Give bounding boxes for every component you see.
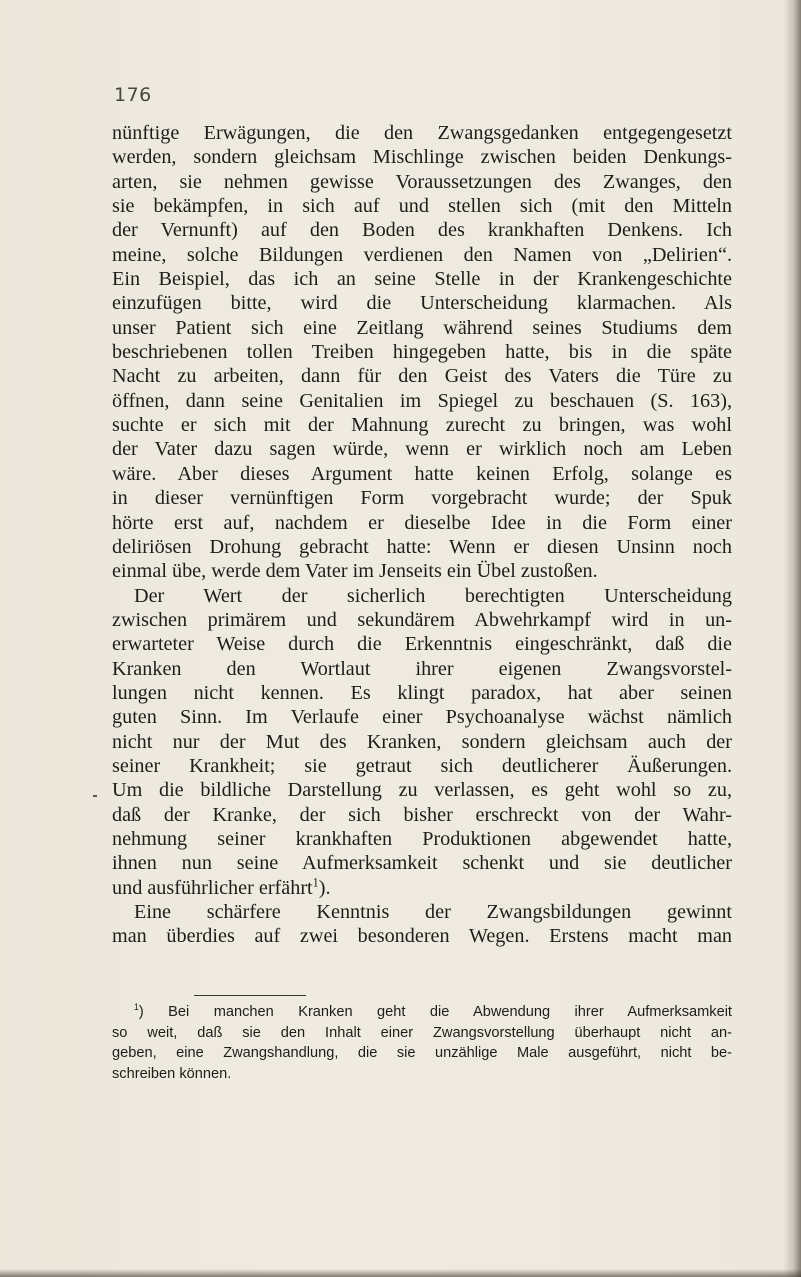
text-line: wäre. Aber dieses Argument hatte keinen Erfolg, solange es bbox=[112, 462, 732, 485]
margin-mark bbox=[93, 795, 97, 797]
page-bottom-shadow bbox=[0, 1269, 801, 1277]
text-line: beschriebenen tollen Treiben hingegeben hatte, bis in die späte bbox=[112, 341, 732, 364]
text-line: einzufügen bitte, wird die Unterscheidung klarmachen. Als bbox=[112, 292, 732, 315]
text-line-content: und ausführlicher erfährt bbox=[112, 876, 313, 899]
text-line: Der Wert der sicherlich berechtigten Unterscheidung bbox=[134, 584, 732, 607]
text-line: öffnen, dann seine Genitalien im Spiegel zu beschauen (S. 163), bbox=[112, 389, 732, 412]
text-line: sie bekämpfen, in sich auf und stellen sich (mit den Mitteln bbox=[112, 195, 732, 218]
footnote-reference: 1 bbox=[312, 874, 319, 889]
text-line: erwarteter Weise durch die Erkenntnis eingeschränkt, daß die bbox=[112, 633, 732, 656]
text-line: nünftige Erwägungen, die den Zwangsgedanken entgegengesetzt bbox=[112, 122, 732, 144]
text-line: suchte er sich mit der Mahnung zurecht zu bringen, was wohl bbox=[112, 414, 732, 437]
text-line: der Vater dazu sagen würde, wenn er wirklich noch am Leben bbox=[112, 438, 732, 461]
text-line: Eine schärfere Kenntnis der Zwangsbildungen gewinnt bbox=[134, 901, 732, 923]
text-line: unser Patient sich eine Zeitlang während seines Studiums dem bbox=[112, 316, 732, 339]
text-line: seiner Krankheit; sie getraut sich deutlicherer Äußerungen. bbox=[112, 754, 732, 777]
footnote-line: so weit, daß sie den Inhalt einer Zwangsvorstellung überhaupt nicht an- bbox=[112, 1024, 732, 1041]
text-line-with-footnote-ref bbox=[112, 876, 732, 900]
text-line: guten Sinn. Im Verlaufe einer Psychoanalyse wächst nämlich bbox=[112, 706, 732, 729]
text-line: nehmung seiner krankhaften Produktionen abgewendet hatte, bbox=[112, 827, 732, 850]
text-line: Nacht zu arbeiten, dann für den Geist des Vaters die Türe zu bbox=[112, 365, 732, 388]
text-line: Um die bildliche Darstellung zu verlassen, es geht wohl so zu, bbox=[112, 779, 732, 802]
text-line: man überdies auf zwei besonderen Wegen. Erstens macht man bbox=[112, 925, 732, 948]
text-line: meine, solche Bildungen verdienen den Namen von „Delirien“. bbox=[112, 243, 732, 266]
footnote-line-content: ) Bei manchen Kranken geht die Abwendung ihrer Aufmerksamkeit bbox=[138, 1004, 732, 1020]
footnote-separator bbox=[194, 995, 306, 996]
text-line: ihnen nun seine Aufmerksamkeit schenkt und sie deutlicher bbox=[112, 852, 732, 875]
body-text bbox=[112, 121, 732, 949]
text-line: zwischen primärem und sekundärem Abwehrkampf wird in un- bbox=[112, 608, 732, 631]
page-edge-shadow bbox=[783, 0, 801, 1277]
footnote-line: geben, eine Zwangshandlung, die sie unzählige Male ausgeführt, nicht be- bbox=[112, 1045, 732, 1062]
text-line: werden, sondern gleichsam Mischlinge zwischen beiden Denkungs- bbox=[112, 146, 732, 169]
text-line: der Vernunft) auf den Boden des krankhaften Denkens. Ich bbox=[112, 219, 732, 242]
text-line: daß der Kranke, der sich bisher erschreckt von der Wahr- bbox=[112, 803, 732, 826]
footnote-line: schreiben können. bbox=[112, 1065, 232, 1082]
footnote-line-with-marker bbox=[112, 1002, 732, 1023]
footnote bbox=[112, 1002, 732, 1084]
text-line: hörte erst auf, nachdem er dieselbe Idee in die Form einer bbox=[112, 511, 732, 534]
text-line-tail: ). bbox=[318, 876, 331, 899]
text-line: in dieser vernünftigen Form vorgebracht wurde; der Spuk bbox=[112, 487, 732, 510]
text-line: deliriösen Drohung gebracht hatte: Wenn er diesen Unsinn noch bbox=[112, 535, 732, 558]
page-number: 176 bbox=[114, 84, 152, 106]
footnote-marker: 1 bbox=[134, 1002, 139, 1013]
text-line: arten, sie nehmen gewisse Voraussetzungen des Zwanges, den bbox=[112, 170, 732, 193]
text-line: Kranken den Wortlaut ihrer eigenen Zwangsvorstel- bbox=[112, 657, 732, 680]
text-line: lungen nicht kennen. Es klingt paradox, hat aber seinen bbox=[112, 681, 732, 704]
text-line: einmal übe, werde dem Vater im Jenseits ein Übel zustoßen. bbox=[112, 560, 598, 583]
text-line: Ein Beispiel, das ich an seine Stelle in der Krankengeschichte bbox=[112, 268, 732, 291]
text-line: nicht nur der Mut des Kranken, sondern gleichsam auch der bbox=[112, 730, 732, 753]
